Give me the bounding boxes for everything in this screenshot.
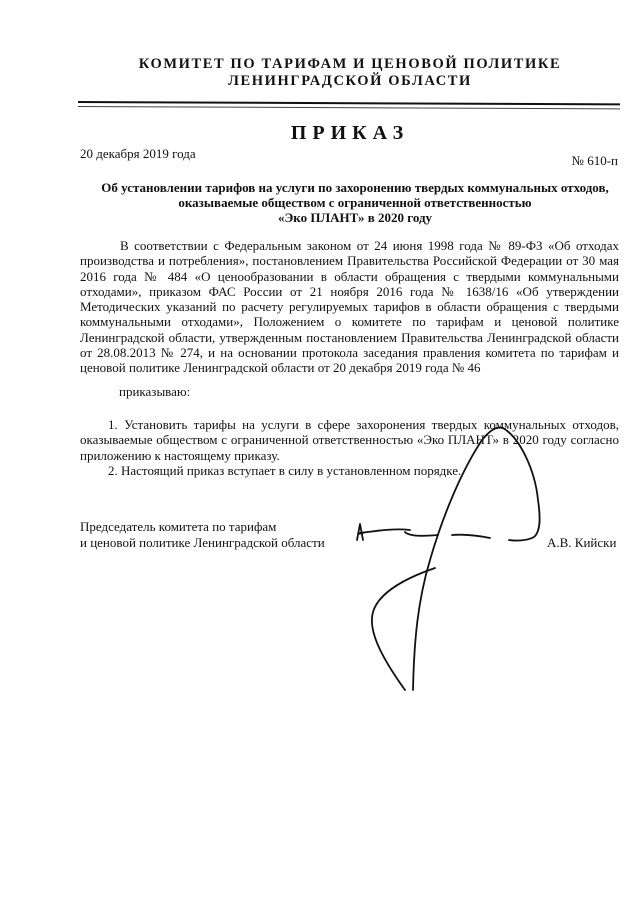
- header-double-rule: [78, 101, 620, 109]
- signer-position: [80, 519, 325, 550]
- subject-line2: оказываемые обществом с ограниченной ответственностью: [178, 195, 532, 210]
- subject-line1: Об установлении тарифов на услуги по захоронению твердых коммунальных отходов,: [101, 180, 609, 195]
- document-subject: [90, 180, 620, 225]
- order-item-2: 2. Настоящий приказ вступает в силу в установленном порядке.: [108, 462, 462, 478]
- order-items: [80, 417, 619, 478]
- preamble-paragraph: В соответствии с Федеральным законом от 24 июня 1998 года № 89-ФЗ «Об отходах производства и потребления», постановлением Правительства Российской Федерации от 30 мая 2016 года № 484 «О ценообразовании в области обращения с твердыми коммунальными отходами», приказом ФАС России от 21 ноября 2016 года № 1638/16 «Об утверждении Методических указаний по расчету регулируемых тарифов в области обращения с твердыми коммунальными отходами», Положением о комитете по тарифам и ценовой политике Ленинградской области, утвержденным постановлением Правительства Ленинградской области от 28.08.2013 № 274, и на основании протокола заседания правления комитета по тарифам и ценовой политике Ленинградской области от 20 декабря 2019 года № 46: [80, 238, 619, 376]
- document-date: 20 декабря 2019 года: [80, 146, 196, 161]
- preamble: [80, 238, 619, 376]
- organization-name-line1: КОМИТЕТ ПО ТАРИФАМ И ЦЕНОВОЙ ПОЛИТИКЕ: [138, 56, 562, 72]
- organization-header: [80, 56, 620, 90]
- document-number: № 610-п: [571, 153, 618, 168]
- organization-name-line2: ЛЕНИНГРАДСКОЙ ОБЛАСТИ: [228, 73, 472, 89]
- subject-line3: «Эко ПЛАНТ» в 2020 году: [277, 210, 433, 225]
- signer-name: А.В. Кийски: [547, 535, 617, 550]
- order-item-1: 1. Установить тарифы на услуги в сфере захоронения твердых коммунальных отходов, оказываемые обществом с ограниченной ответственностью «Эко ПЛАНТ» в 2020 году согласно приложению к настоящему приказу.: [80, 417, 619, 463]
- order-word: приказываю:: [119, 384, 191, 399]
- signer-position-line2: и ценовой политике Ленинградской области: [80, 534, 325, 550]
- signer-position-line1: Председатель комитета по тарифам: [80, 519, 277, 534]
- document-type-title: ПРИКАЗ: [290, 122, 410, 144]
